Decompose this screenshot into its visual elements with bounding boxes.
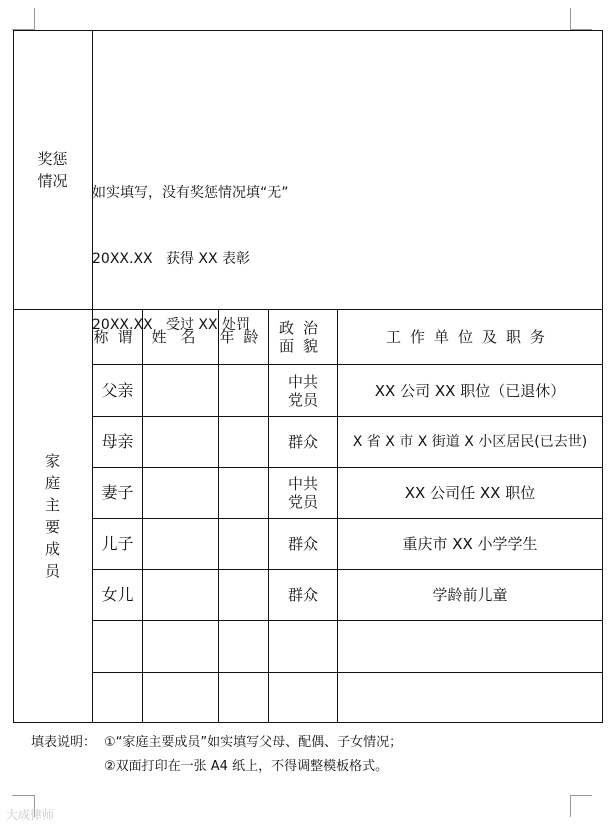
row-work: 学龄前儿童 xyxy=(432,586,508,604)
row-relation: 母亲 xyxy=(101,432,134,451)
row-relation xyxy=(93,621,142,672)
row-political xyxy=(269,570,337,620)
row-relation: 女儿 xyxy=(101,585,134,604)
row-age xyxy=(219,417,268,467)
crop-mark xyxy=(34,8,35,30)
crop-mark xyxy=(570,795,571,817)
awards-line: 如实填写，没有奖惩情况填“无” xyxy=(92,185,289,201)
header-age: 年龄 xyxy=(219,328,268,346)
awards-label-line: 情况 xyxy=(37,171,68,190)
awards-label-line: 奖惩 xyxy=(37,149,68,168)
row-relation: 妻子 xyxy=(101,483,134,502)
watermark: 大成律师 xyxy=(6,808,55,822)
family-label-char: 员 xyxy=(44,561,60,580)
header-political-line: 面貌 xyxy=(278,337,327,355)
header-political xyxy=(269,310,337,364)
row-political xyxy=(269,365,337,416)
row-name xyxy=(143,365,218,416)
crop-mark xyxy=(570,8,571,30)
family-label-char: 家 xyxy=(44,451,60,470)
row-political-line: 中共 xyxy=(287,475,318,493)
family-label-char: 成 xyxy=(44,539,60,558)
family-label-char: 庭 xyxy=(44,473,60,492)
row-political-line: 党员 xyxy=(287,390,318,409)
row-work: 重庆市 XX 小学学生 xyxy=(402,535,538,553)
row-age xyxy=(219,468,268,518)
row-name xyxy=(143,570,218,620)
row-relation xyxy=(93,673,142,722)
row-political xyxy=(269,621,337,672)
header-work: 工作单位及职务 xyxy=(385,328,554,346)
row-name xyxy=(143,519,218,569)
row-work xyxy=(338,673,602,722)
row-age xyxy=(219,365,268,416)
row-political-line: 群众 xyxy=(287,586,318,604)
crop-mark xyxy=(12,795,34,796)
awards-line: 20XX.XX 受过 XX 处罚 xyxy=(92,317,251,333)
family-label-char: 主 xyxy=(44,495,60,514)
row-political xyxy=(269,468,337,518)
family-label-char: 要 xyxy=(44,517,60,536)
notes-line-1: ①“家庭主要成员”如实填写父母、配偶、子女情况； xyxy=(104,735,403,750)
row-political-line: 群众 xyxy=(287,535,318,553)
header-name: 姓名 xyxy=(151,328,210,346)
awards-label xyxy=(13,30,92,309)
row-name xyxy=(143,417,218,467)
row-political-line: 中共 xyxy=(287,372,318,391)
row-political xyxy=(269,519,337,569)
family-label xyxy=(13,309,92,722)
awards-line: 20XX.XX 获得 XX 表彰 xyxy=(92,251,251,267)
header-political-line: 政治 xyxy=(278,319,327,337)
row-age xyxy=(219,570,268,620)
row-work: XX 公司 XX 职位（已退休） xyxy=(374,381,566,400)
row-age xyxy=(219,621,268,672)
row-name xyxy=(143,621,218,672)
notes-line-2: ②双面打印在一张 A4 纸上，不得调整模板格式。 xyxy=(104,759,389,774)
row-name xyxy=(143,673,218,722)
crop-mark xyxy=(570,795,592,796)
notes-prefix: 填表说明： xyxy=(31,735,97,750)
row-work: XX 公司任 XX 职位 xyxy=(404,484,536,502)
row-work xyxy=(338,621,602,672)
row-name xyxy=(143,468,218,518)
row-political xyxy=(269,417,337,467)
row-political-line: 群众 xyxy=(287,433,318,451)
header-relation: 称谓 xyxy=(93,328,142,346)
row-age xyxy=(219,673,268,722)
row-relation: 儿子 xyxy=(101,534,134,553)
row-political xyxy=(269,673,337,722)
row-political-line: 党员 xyxy=(287,493,318,511)
row-work: X 省 X 市 X 街道 X 小区居民(已去世) xyxy=(352,434,588,450)
row-relation: 父亲 xyxy=(101,380,134,400)
row-age xyxy=(219,519,268,569)
